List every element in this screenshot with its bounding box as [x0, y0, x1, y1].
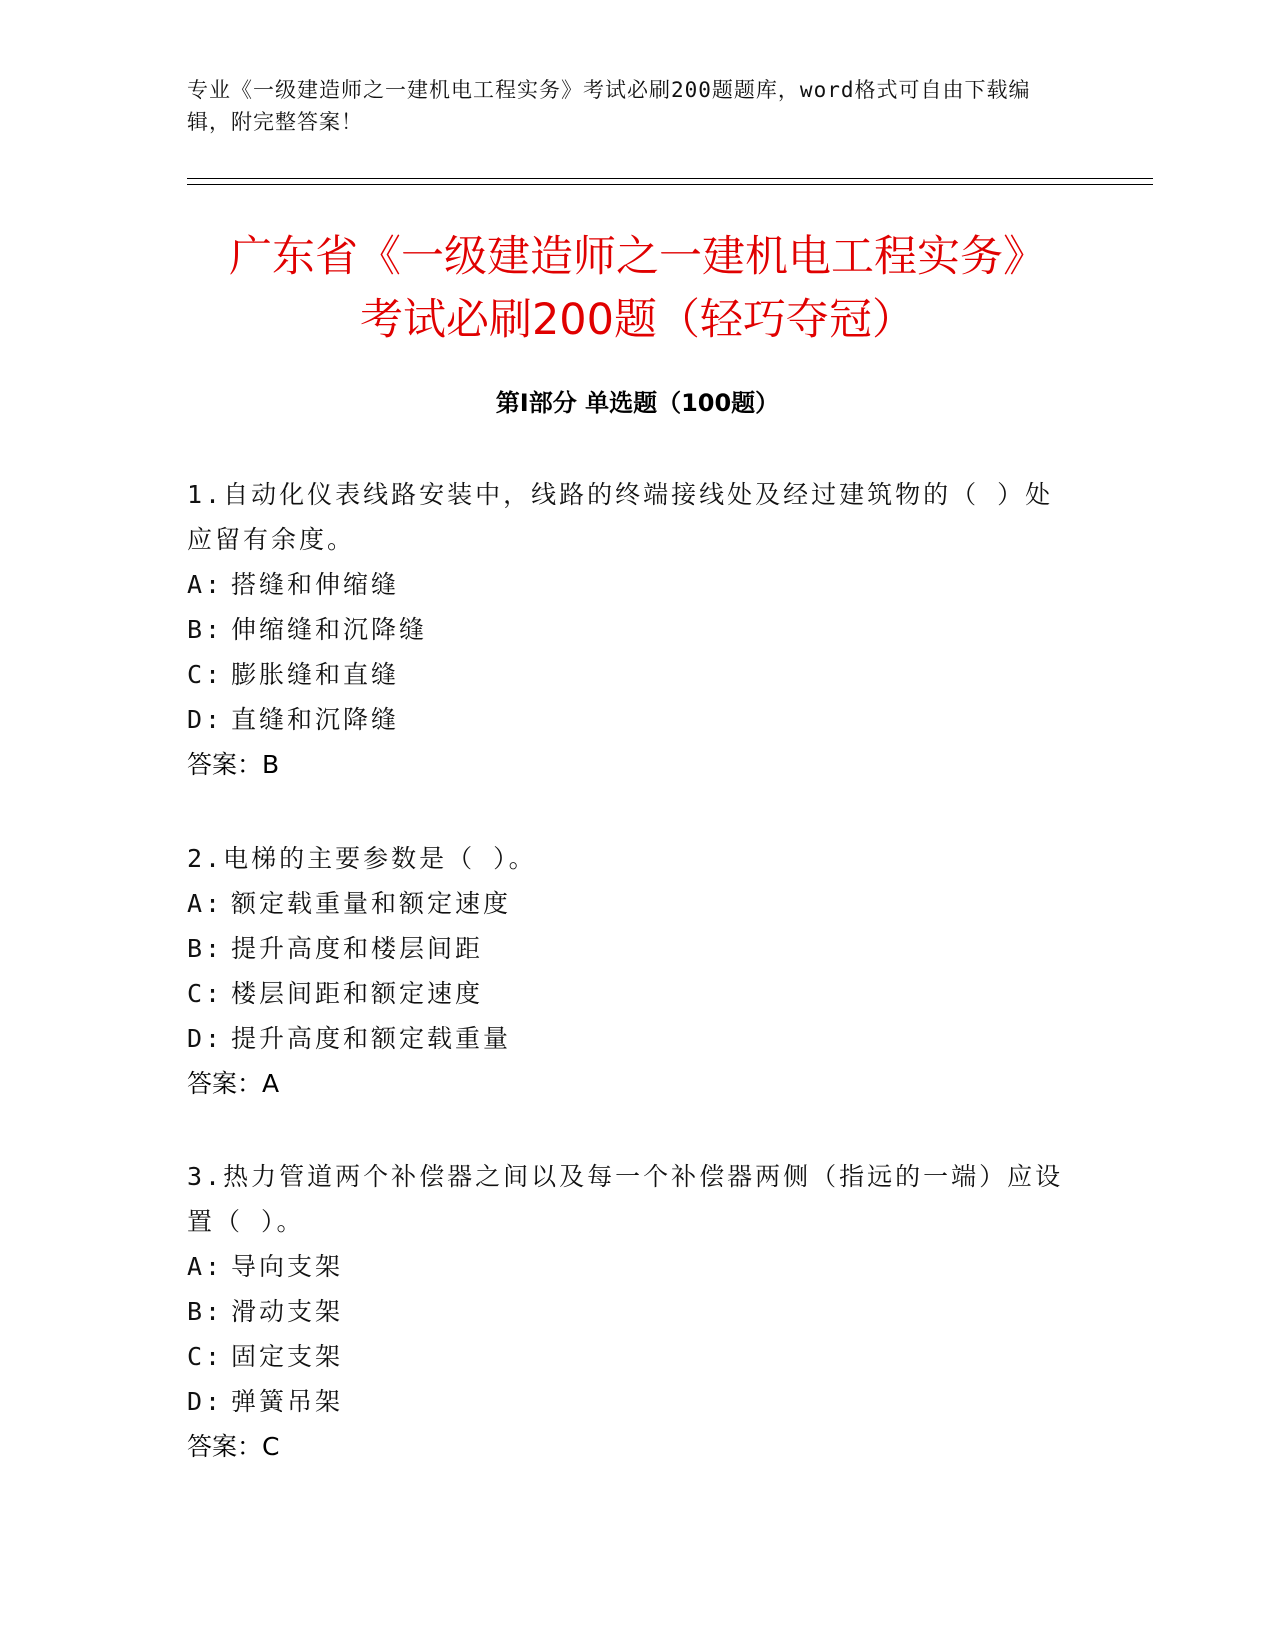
answer: 答案：C	[187, 1432, 280, 1461]
option-a	[187, 562, 1067, 607]
option-text: 提升高度和额定载重量	[231, 1024, 512, 1053]
header-divider-top	[187, 178, 1153, 179]
option-text: 滑动支架	[231, 1297, 344, 1326]
option-key: B:	[187, 934, 224, 963]
document-title	[120, 226, 1155, 352]
option-key: C:	[187, 979, 224, 1008]
option-d	[187, 697, 1067, 742]
option-key: B:	[187, 615, 224, 644]
question-3	[187, 1154, 1067, 1469]
question-2	[187, 836, 1067, 1106]
option-d	[187, 1016, 1067, 1061]
option-c	[187, 652, 1067, 697]
question-stem: 2.电梯的主要参数是（ ）。	[187, 844, 537, 873]
option-key: D:	[187, 1387, 224, 1416]
option-b	[187, 1289, 1067, 1334]
option-a	[187, 1244, 1067, 1289]
header-divider-bottom	[187, 184, 1153, 185]
option-a	[187, 881, 1067, 926]
section-title: 第I部分 单选题（100题）	[495, 389, 780, 417]
option-b	[187, 926, 1067, 971]
document-title-line-1: 广东省《一级建造师之一建机电工程实务》	[229, 232, 1046, 282]
option-key: C:	[187, 660, 224, 689]
option-text: 膨胀缝和直缝	[231, 660, 400, 689]
option-text: 搭缝和伸缩缝	[231, 570, 400, 599]
option-key: D:	[187, 705, 224, 734]
option-text: 伸缩缝和沉降缝	[231, 615, 428, 644]
answer: 答案：B	[187, 750, 280, 779]
document-title-line-2: 考试必刷200题（轻巧夺冠）	[359, 295, 916, 345]
header-note: 专业《一级建造师之一建机电工程实务》考试必刷200题题库，word格式可自由下载编辑，附完整答案！	[187, 78, 1031, 134]
answer: 答案：A	[187, 1069, 280, 1098]
option-text: 额定载重量和额定速度	[231, 889, 512, 918]
option-key: B:	[187, 1297, 224, 1326]
option-key: A:	[187, 889, 224, 918]
option-c	[187, 1334, 1067, 1379]
option-text: 弹簧吊架	[231, 1387, 344, 1416]
question-stem: 1.自动化仪表线路安装中，线路的终端接线处及经过建筑物的（ ）处应留有余度。	[187, 480, 1054, 554]
option-key: D:	[187, 1024, 224, 1053]
option-text: 导向支架	[231, 1252, 344, 1281]
question-1	[187, 472, 1067, 787]
option-text: 楼层间距和额定速度	[231, 979, 484, 1008]
option-text: 直缝和沉降缝	[231, 705, 400, 734]
option-text: 提升高度和楼层间距	[231, 934, 484, 963]
option-text: 固定支架	[231, 1342, 344, 1371]
option-d	[187, 1379, 1067, 1424]
question-stem: 3.热力管道两个补偿器之间以及每一个补偿器两侧（指远的一端）应设置（ ）。	[187, 1162, 1064, 1236]
option-b	[187, 607, 1067, 652]
option-c	[187, 971, 1067, 1016]
option-key: C:	[187, 1342, 224, 1371]
option-key: A:	[187, 1252, 224, 1281]
option-key: A:	[187, 570, 224, 599]
